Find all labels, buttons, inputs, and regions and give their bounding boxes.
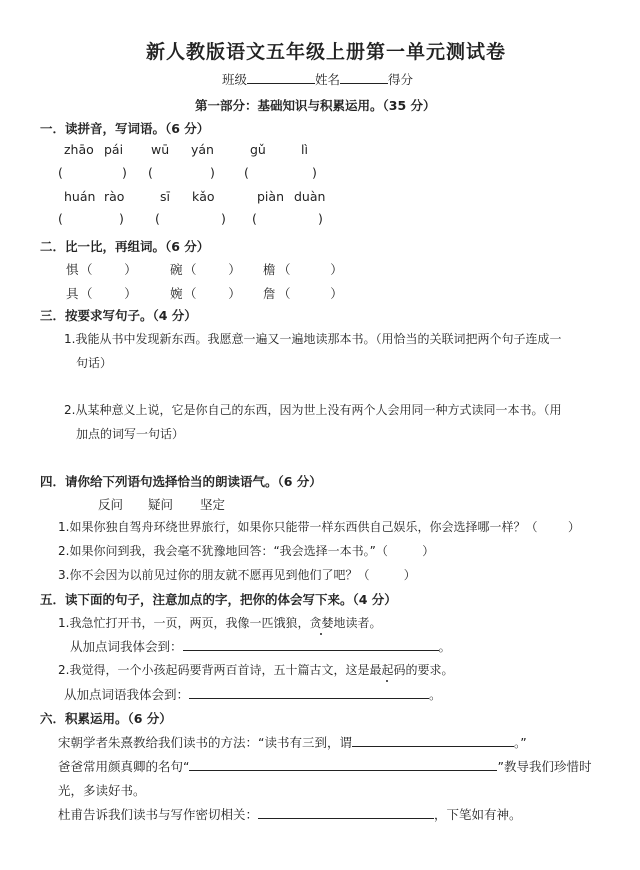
- pinyin: rào: [104, 189, 125, 204]
- understanding-question-1: 1.我急忙打开书，一页，两页，我像一匹饿狼，贪婪地读者。: [58, 616, 382, 630]
- dotted-word: 最起码: [369, 663, 406, 677]
- pinyin: sī: [160, 189, 170, 204]
- answer-blank[interactable]: [189, 758, 497, 771]
- answer-line-1: 从加点词我体会到： 。: [70, 639, 452, 654]
- pinyin: kǎo: [192, 189, 215, 204]
- sentence-question-2: 2.从某种意义上说，它是你自己的东西，因为世上没有两个人会用同一种方式读同一本书。（用: [64, 403, 562, 417]
- tone-question-2: 2.如果你问到我，我会毫不犹豫地回答：“我会选择一本书。”（ ）: [58, 544, 435, 558]
- compare-char: 婉: [170, 286, 183, 301]
- name-label: 姓名: [315, 72, 341, 87]
- score-label: 得分: [388, 72, 414, 87]
- tone-option: 坚定: [200, 497, 226, 512]
- compare-char: 檐: [263, 262, 276, 277]
- answer-paren[interactable]: （ ）: [80, 286, 137, 301]
- sentence-question-1-cont: 句话）: [76, 356, 113, 370]
- dotted-word: 贪婪: [309, 616, 334, 630]
- pinyin: piàn: [257, 189, 284, 204]
- pinyin: gǔ: [250, 142, 266, 157]
- answer-blank[interactable]: [189, 686, 429, 699]
- tone-question-3: 3.你不会因为以前见过你的朋友就不愿再见到他们了吧？（ ）: [58, 568, 416, 582]
- sentence-question-2-cont: 加点的词写一句话）: [76, 427, 185, 441]
- section-5-heading: 五．读下面的句子，注意加点的字，把你的体会写下来。（4 分）: [40, 592, 397, 607]
- pinyin: lì: [301, 142, 308, 157]
- name-blank[interactable]: [340, 71, 388, 84]
- compare-char: 具: [66, 286, 79, 301]
- class-blank[interactable]: [247, 71, 315, 84]
- answer-paren[interactable]: （ ）: [184, 286, 241, 301]
- answer-line-2: 从加点词语我体会到： 。: [64, 687, 442, 702]
- class-label: 班级: [222, 72, 248, 87]
- pinyin: pái: [104, 142, 124, 157]
- tone-option: 反问: [98, 497, 124, 512]
- accumulation-line-4: 杜甫告诉我们读书与写作密切相关： ，下笔如有神。: [58, 807, 522, 822]
- exam-title: 新人教版语文五年级上册第一单元测试卷: [146, 41, 507, 63]
- answer-paren[interactable]: ）: [387, 544, 435, 558]
- tone-option: 疑问: [148, 497, 174, 512]
- section-6-heading: 六．积累运用。（6 分）: [40, 711, 172, 726]
- answer-paren[interactable]: （ ）: [184, 262, 241, 277]
- pinyin: huán: [64, 189, 96, 204]
- answer-blank[interactable]: [258, 806, 434, 819]
- pinyin: duàn: [294, 189, 326, 204]
- pinyin: wū: [151, 142, 170, 157]
- understanding-question-2: 2.我觉得，一个小孩起码要背两百首诗，五十篇古文，这是最起码的要求。: [58, 663, 454, 677]
- section-1-heading: 一．读拼音，写词语。（6 分）: [40, 121, 210, 136]
- pinyin: yán: [191, 142, 214, 157]
- compare-char: 碗: [170, 262, 183, 277]
- accumulation-line-2: 爸爸常用颜真卿的名句“ ”教导我们珍惜时: [58, 759, 592, 774]
- answer-paren[interactable]: （ ）: [80, 262, 137, 277]
- part-one-heading: 第一部分：基础知识与积累运用。（35 分）: [195, 98, 436, 113]
- compare-char: 惧: [66, 262, 79, 277]
- section-2-heading: 二．比一比，再组词。（6 分）: [40, 239, 210, 254]
- compare-char: 詹: [263, 286, 276, 301]
- section-3-heading: 三．按要求写句子。（4 分）: [40, 308, 197, 323]
- tone-question-1: 1.如果你独自驾舟环绕世界旅行，如果你只能带一样东西供自己娱乐，你会选择哪一样？（ ）: [58, 520, 580, 534]
- student-info-row: [222, 70, 413, 88]
- answer-paren[interactable]: （ ）: [278, 262, 343, 277]
- sentence-question-1: 1.我能从书中发现新东西。我愿意一遍又一遍地读那本书。（用恰当的关联词把两个句子连成一: [64, 332, 562, 346]
- accumulation-line-1: 宋朝学者朱熹教给我们读书的方法：“读书有三到，谓 。”: [58, 735, 527, 750]
- pinyin: zhāo: [64, 142, 94, 157]
- answer-blank[interactable]: [352, 734, 514, 747]
- answer-paren[interactable]: ）: [537, 520, 580, 534]
- answer-paren[interactable]: ）: [369, 568, 416, 582]
- answer-paren[interactable]: （ ）: [278, 286, 343, 301]
- accumulation-line-3: 光，多读好书。: [58, 783, 146, 798]
- section-4-heading: 四．请你给下列语句选择恰当的朗读语气。（6 分）: [40, 474, 322, 489]
- answer-blank[interactable]: [183, 638, 439, 651]
